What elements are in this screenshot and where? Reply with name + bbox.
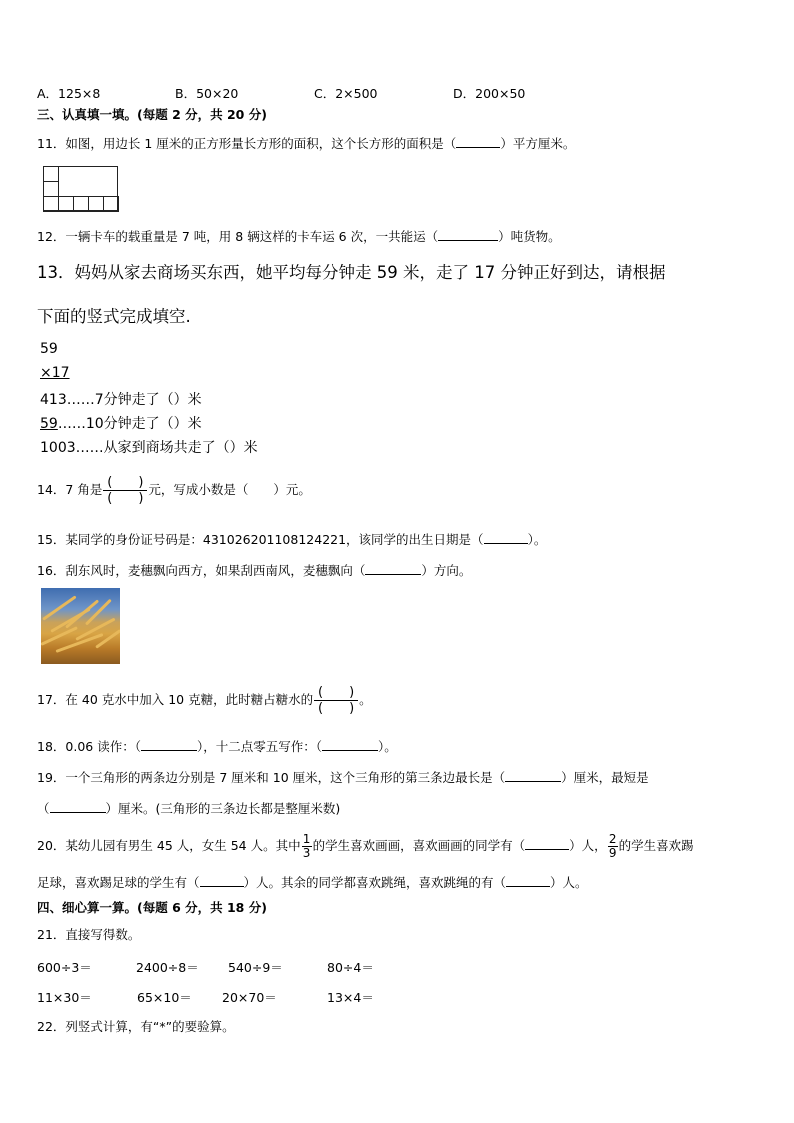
q14-fraction[interactable] bbox=[103, 475, 147, 506]
q18-text-1: 18．0.06 读作：（ bbox=[37, 739, 141, 754]
question-19-line1 bbox=[37, 770, 649, 786]
fraction-denominator: ( ) bbox=[107, 491, 144, 506]
section-4-title: 四、细心算一算。(每题 6 分，共 18 分) bbox=[37, 900, 267, 915]
question-12 bbox=[37, 229, 561, 245]
calc-row-4 bbox=[40, 413, 202, 433]
q11-answer-blank[interactable] bbox=[456, 136, 500, 148]
q11-text: 11．如图，用边长 1 厘米的正方形量长方形的面积，这个长方形的面积是（ bbox=[37, 136, 457, 151]
calc-row-3: 413……7分钟走了（）米 bbox=[40, 392, 202, 408]
calc-item: 540÷9＝ bbox=[228, 960, 283, 975]
fraction-denominator: ( ) bbox=[318, 701, 355, 716]
q20-answer-blank-drawing[interactable] bbox=[525, 838, 569, 850]
question-15 bbox=[37, 532, 546, 548]
q20-text-d: 的学生喜欢踢 bbox=[618, 838, 694, 853]
question-18 bbox=[37, 739, 397, 755]
q19-text-after: ）厘米，最短是 bbox=[561, 770, 649, 785]
q15-text-after: ）。 bbox=[527, 532, 547, 547]
option-d: D．200×50 bbox=[453, 86, 526, 101]
q20-fraction-two-ninths bbox=[608, 833, 618, 860]
q14-text: 14．7 角是 bbox=[37, 482, 103, 497]
q20-text-e: 足球，喜欢踢足球的学生有（ bbox=[37, 875, 200, 890]
calc-item: 2400÷8＝ bbox=[136, 960, 199, 975]
calc-item: 20×70＝ bbox=[222, 990, 277, 1005]
question-11 bbox=[37, 136, 575, 152]
q12-text: 12．一辆卡车的载重量是 7 吨，用 8 辆这样的卡车运 6 次，一共能运（ bbox=[37, 229, 439, 244]
calc-item: 11×30＝ bbox=[37, 990, 92, 1005]
calc-row-4-text: ……10分钟走了（）米 bbox=[57, 416, 202, 432]
q20-answer-blank-jumprope[interactable] bbox=[506, 875, 550, 887]
option-a: A．125×8 bbox=[37, 86, 101, 101]
grid-square bbox=[103, 196, 120, 213]
fraction-numerator: ( ) bbox=[318, 685, 355, 700]
wheat-field-image bbox=[41, 588, 120, 664]
option-c: C．2×500 bbox=[314, 86, 378, 101]
q15-text: 15．某同学的身份证号码是：431026201108124221，该同学的出生日期是（ bbox=[37, 532, 484, 547]
q17-text: 17．在 40 克水中加入 10 克糖，此时糖占糖水的 bbox=[37, 692, 314, 707]
question-20-line1 bbox=[37, 830, 694, 862]
q11-rectangle-figure bbox=[43, 166, 118, 211]
calc-item: 80÷4＝ bbox=[327, 960, 374, 975]
fraction-numerator: 1 bbox=[302, 832, 311, 846]
q19-text-2-after: ）厘米。(三角形的三条边长都是整厘米数) bbox=[105, 801, 341, 816]
q20-text-b: 的学生喜欢画画，喜欢画画的同学有（ bbox=[312, 838, 526, 853]
fraction-denominator: 9 bbox=[608, 846, 617, 860]
question-22-title: 22．列竖式计算，有“*”的要验算。 bbox=[37, 1019, 235, 1034]
calc-row-1: 59 bbox=[40, 341, 58, 357]
calc-row-2: ×17 bbox=[40, 365, 70, 381]
option-b: B．50×20 bbox=[175, 86, 239, 101]
q19-answer-blank-longest[interactable] bbox=[505, 770, 561, 782]
question-17 bbox=[37, 680, 372, 720]
question-13-line1: 13．妈妈从家去商场买东西，她平均每分钟走 59 米，走了 17 分钟正好到达，请根据 bbox=[37, 263, 666, 282]
q16-text-after: ）方向。 bbox=[421, 563, 472, 578]
q16-text: 16．刮东风时，麦穗飘向西方，如果刮西南风，麦穗飘向（ bbox=[37, 563, 366, 578]
question-20-line2 bbox=[37, 875, 588, 891]
calc-row-5: 1003……从家到商场共走了（）米 bbox=[40, 440, 258, 456]
q19-text-2: （ bbox=[37, 801, 50, 816]
q11-text-after: ）平方厘米。 bbox=[500, 136, 576, 151]
q18-text-3: ）。 bbox=[377, 739, 397, 754]
q14-text-after: 元，写成小数是（ ）元。 bbox=[148, 482, 311, 497]
q12-text-after: ）吨货物。 bbox=[498, 229, 561, 244]
question-13-line2: 下面的竖式完成填空. bbox=[37, 307, 191, 326]
calc-item: 65×10＝ bbox=[137, 990, 192, 1005]
calc-row-4-number: 59 bbox=[40, 416, 58, 432]
q17-fraction[interactable] bbox=[314, 685, 358, 716]
section-3-title: 三、认真填一填。(每题 2 分，共 20 分) bbox=[37, 107, 267, 122]
question-21-title: 21．直接写得数。 bbox=[37, 927, 141, 942]
question-19-line2 bbox=[37, 801, 340, 817]
q16-answer-blank[interactable] bbox=[365, 563, 421, 575]
q17-text-after: 。 bbox=[359, 692, 372, 707]
fraction-denominator: 3 bbox=[302, 846, 311, 860]
q20-text-a: 20．某幼儿园有男生 45 人，女生 54 人。其中 bbox=[37, 838, 301, 853]
q20-fraction-one-third bbox=[302, 833, 312, 860]
q18-answer-blank-2[interactable] bbox=[322, 739, 378, 751]
q20-text-g: ）人。 bbox=[550, 875, 588, 890]
q18-text-2: ），十二点零五写作：（ bbox=[196, 739, 322, 754]
q12-answer-blank[interactable] bbox=[438, 229, 498, 241]
question-14 bbox=[37, 470, 311, 510]
q19-text: 19．一个三角形的两条边分别是 7 厘米和 10 厘米，这个三角形的第三条边最长是（ bbox=[37, 770, 506, 785]
q20-text-f: ）人。其余的同学都喜欢跳绳，喜欢跳绳的有（ bbox=[243, 875, 507, 890]
q20-text-c: ）人， bbox=[569, 838, 607, 853]
fraction-numerator: 2 bbox=[608, 832, 617, 846]
question-16 bbox=[37, 563, 471, 579]
q18-answer-blank-1[interactable] bbox=[141, 739, 197, 751]
q20-answer-blank-football[interactable] bbox=[200, 875, 244, 887]
calc-item: 600÷3＝ bbox=[37, 960, 92, 975]
calc-item: 13×4＝ bbox=[327, 990, 374, 1005]
q19-answer-blank-shortest[interactable] bbox=[50, 801, 106, 813]
q15-answer-blank[interactable] bbox=[484, 532, 528, 544]
fraction-numerator: ( ) bbox=[107, 475, 144, 490]
